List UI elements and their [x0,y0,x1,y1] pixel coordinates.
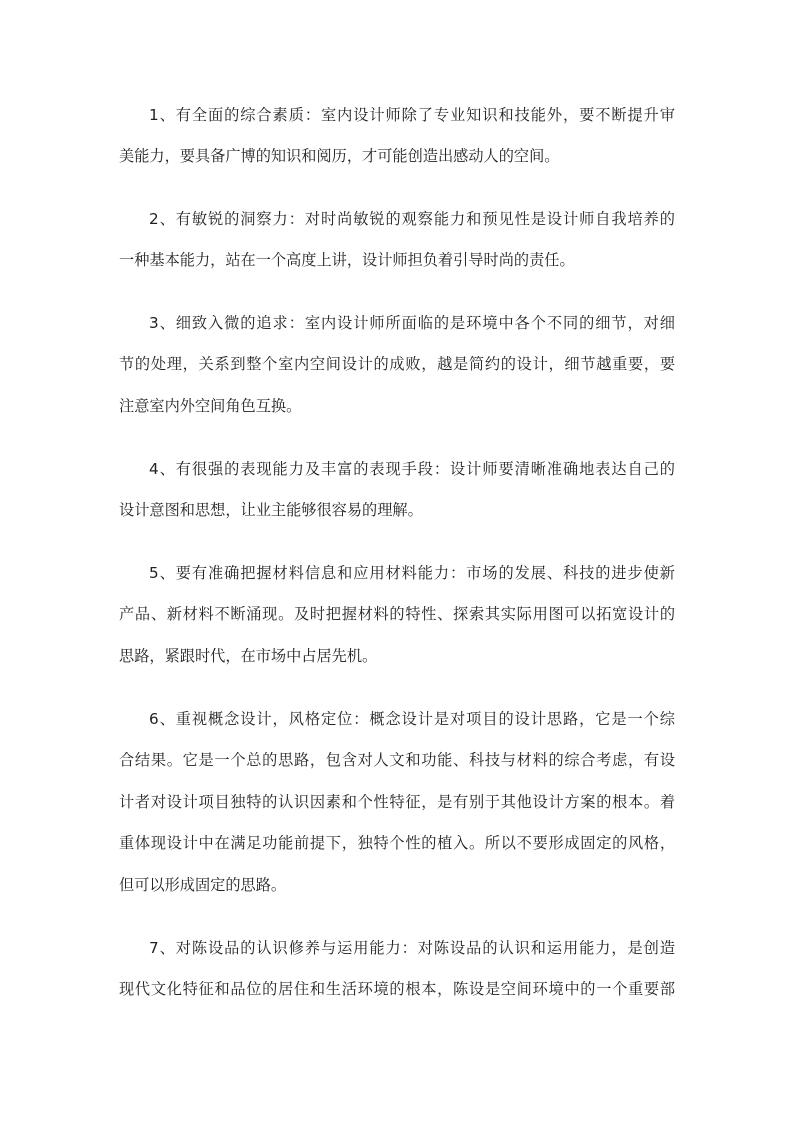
paragraph-line: 合结果。它是一个总的思路，包含对人文和功能、科技与材料的综合考虑，有设 [119,751,675,770]
paragraph-line: 3、细致入微的追求：室内设计师所面临的是环境中各个不同的细节，对细 [149,314,675,332]
paragraph-line: 产品、新材料不断涌现。及时把握材料的特性、探索其实际用图可以拓宽设计的 [119,605,675,624]
paragraph-line: 计者对设计项目独特的认识因素和个性特征，是有别于其他设计方案的根本。着 [119,792,675,811]
paragraph-line: 设计意图和思想，让业主能够很容易的理解。 [119,501,423,520]
paragraph-line: 注意室内外空间角色互换。 [119,396,302,415]
paragraph-line: 但可以形成固定的思路。 [119,875,287,894]
paragraph-1 [119,103,675,169]
paragraph-5 [119,561,675,669]
paragraph-line: 5、要有准确把握材料信息和应用材料能力：市场的发展、科技的进步使新 [149,564,675,582]
paragraph-line: 节的处理，关系到整个室内空间设计的成败，越是简约的设计，细节越重要，要 [119,355,675,374]
paragraph-4 [119,457,675,523]
paragraph-3 [119,311,675,419]
paragraph-line: 思路，紧跟时代，在市场中占居先机。 [119,646,378,665]
paragraph-line: 重体现设计中在满足功能前提下，独特个性的植入。所以不要形成固定的风格， [119,834,675,853]
paragraph-line: 1、有全面的综合素质：室内设计师除了专业知识和技能外，要不断提升审 [149,106,675,124]
paragraph-7 [119,936,675,1002]
paragraph-line: 2、有敏锐的洞察力：对时尚敏锐的观察能力和预见性是设计师自我培养的 [149,210,675,228]
paragraph-line: 现代文化特征和品位的居住和生活环境的根本，陈设是空间环境中的一个重要部 [119,980,675,999]
paragraph-line: 6、重视概念设计，风格定位：概念设计是对项目的设计思路，它是一个综 [149,710,675,728]
paragraph-line: 一种基本能力，站在一个高度上讲，设计师担负着引导时尚的责任。 [119,251,575,270]
paragraph-line: 7、对陈设品的认识修养与运用能力：对陈设品的认识和运用能力，是创造 [149,939,675,957]
paragraph-2 [119,207,675,273]
paragraph-line: 4、有很强的表现能力及丰富的表现手段：设计师要清晰准确地表达自己的 [149,460,675,478]
paragraph-line: 美能力，要具备广博的知识和阅历，才可能创造出感动人的空间。 [119,147,560,166]
paragraph-6 [119,707,675,897]
